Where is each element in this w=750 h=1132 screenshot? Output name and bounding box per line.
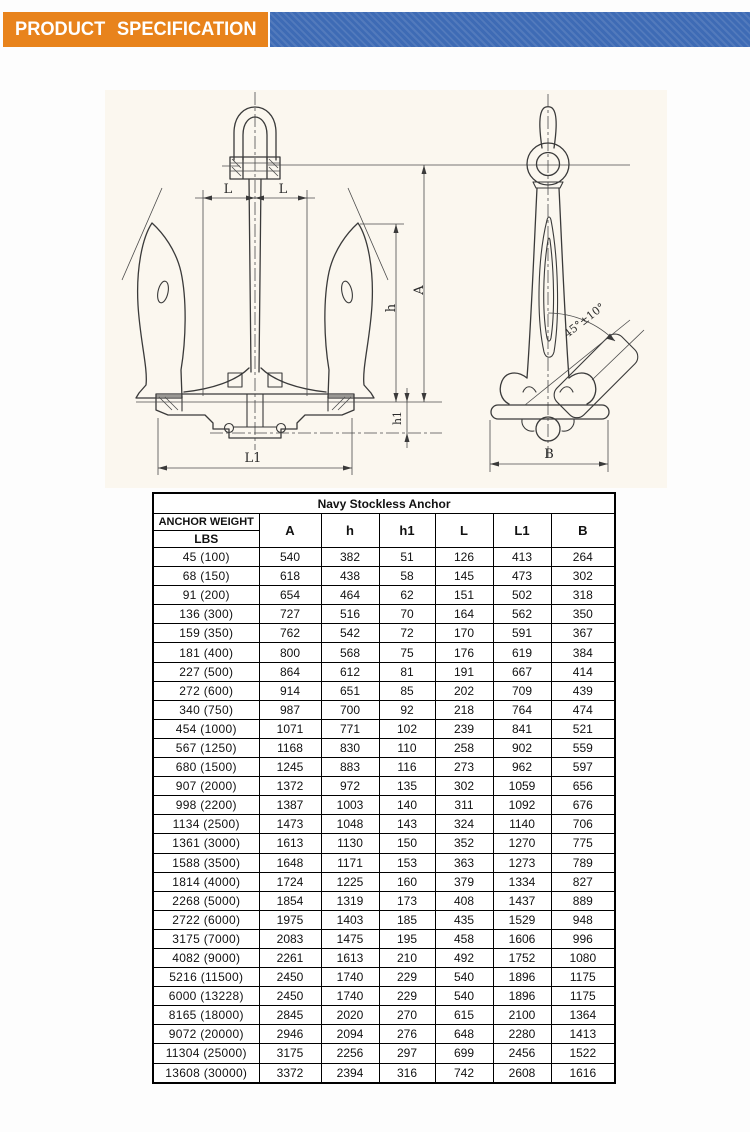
value-cell: 1319: [321, 891, 379, 910]
weight-cell: 6000 (13228): [153, 987, 259, 1006]
dim-label-b: B: [544, 447, 554, 462]
value-cell: 1130: [321, 834, 379, 853]
table-row: [153, 681, 615, 700]
value-cell: 1616: [551, 1063, 615, 1083]
weight-cell: 567 (1250): [153, 738, 259, 757]
value-cell: 102: [379, 719, 435, 738]
value-cell: 568: [321, 643, 379, 662]
value-cell: 789: [551, 853, 615, 872]
value-cell: 191: [435, 662, 493, 681]
value-cell: 2394: [321, 1063, 379, 1083]
value-cell: 324: [435, 815, 493, 834]
value-cell: 1387: [259, 796, 321, 815]
dim-label-a: A: [412, 285, 427, 295]
value-cell: 276: [379, 1025, 435, 1044]
table-row: [153, 643, 615, 662]
value-cell: 145: [435, 567, 493, 586]
value-cell: 116: [379, 758, 435, 777]
value-cell: 126: [435, 548, 493, 567]
value-cell: 1854: [259, 891, 321, 910]
value-cell: 85: [379, 681, 435, 700]
value-cell: 948: [551, 910, 615, 929]
weight-cell: 5216 (11500): [153, 968, 259, 987]
weight-cell: 907 (2000): [153, 777, 259, 796]
weight-cell: 1361 (3000): [153, 834, 259, 853]
weight-cell: 181 (400): [153, 643, 259, 662]
value-cell: 1048: [321, 815, 379, 834]
value-cell: 316: [379, 1063, 435, 1083]
value-cell: 1071: [259, 719, 321, 738]
value-cell: 1245: [259, 758, 321, 777]
value-cell: 1003: [321, 796, 379, 815]
table-row: [153, 1025, 615, 1044]
value-cell: 591: [493, 624, 551, 643]
value-cell: 318: [551, 586, 615, 605]
value-cell: 699: [435, 1044, 493, 1063]
dim-label-h1: h1: [391, 410, 404, 426]
table-row: [153, 586, 615, 605]
value-cell: 384: [551, 643, 615, 662]
value-cell: 474: [551, 700, 615, 719]
value-cell: 110: [379, 738, 435, 757]
value-cell: 1896: [493, 987, 551, 1006]
table-row: [153, 968, 615, 987]
value-cell: 160: [379, 872, 435, 891]
value-cell: 775: [551, 834, 615, 853]
value-cell: 521: [551, 719, 615, 738]
dim-label-l-left: L: [223, 182, 233, 197]
value-cell: 762: [259, 624, 321, 643]
value-cell: 1522: [551, 1044, 615, 1063]
table-row: [153, 777, 615, 796]
value-cell: 3372: [259, 1063, 321, 1083]
value-cell: 2608: [493, 1063, 551, 1083]
value-cell: 1372: [259, 777, 321, 796]
value-cell: 727: [259, 605, 321, 624]
weight-cell: 2722 (6000): [153, 910, 259, 929]
table-title-row: [153, 493, 615, 514]
value-cell: 648: [435, 1025, 493, 1044]
table-header-row: [153, 514, 615, 548]
value-cell: 195: [379, 929, 435, 948]
table-row: [153, 891, 615, 910]
col-header-h: h: [321, 514, 379, 548]
value-cell: 379: [435, 872, 493, 891]
value-cell: 92: [379, 700, 435, 719]
value-cell: 562: [493, 605, 551, 624]
value-cell: 883: [321, 758, 379, 777]
value-cell: 492: [435, 948, 493, 967]
value-cell: 2450: [259, 987, 321, 1006]
table-row: [153, 700, 615, 719]
value-cell: 987: [259, 700, 321, 719]
value-cell: 1225: [321, 872, 379, 891]
value-cell: 2280: [493, 1025, 551, 1044]
value-cell: 830: [321, 738, 379, 757]
value-cell: 676: [551, 796, 615, 815]
value-cell: 143: [379, 815, 435, 834]
weight-cell: 227 (500): [153, 662, 259, 681]
value-cell: 706: [551, 815, 615, 834]
value-cell: 1413: [551, 1025, 615, 1044]
value-cell: 408: [435, 891, 493, 910]
value-cell: 800: [259, 643, 321, 662]
value-cell: 185: [379, 910, 435, 929]
weight-cell: 11304 (25000): [153, 1044, 259, 1063]
value-cell: 542: [321, 624, 379, 643]
value-cell: 1270: [493, 834, 551, 853]
value-cell: 435: [435, 910, 493, 929]
value-cell: 1175: [551, 968, 615, 987]
value-cell: 864: [259, 662, 321, 681]
value-cell: 2083: [259, 929, 321, 948]
value-cell: 654: [259, 586, 321, 605]
value-cell: 473: [493, 567, 551, 586]
value-cell: 363: [435, 853, 493, 872]
value-cell: 439: [551, 681, 615, 700]
value-cell: 615: [435, 1006, 493, 1025]
value-cell: 651: [321, 681, 379, 700]
weight-cell: 1588 (3500): [153, 853, 259, 872]
col-header-l1: L1: [493, 514, 551, 548]
value-cell: 414: [551, 662, 615, 681]
weight-cell: 159 (350): [153, 624, 259, 643]
value-cell: 311: [435, 796, 493, 815]
weight-cell: 45 (100): [153, 548, 259, 567]
value-cell: 1092: [493, 796, 551, 815]
value-cell: 841: [493, 719, 551, 738]
weight-cell: 272 (600): [153, 681, 259, 700]
table-row: [153, 834, 615, 853]
weight-cell: 136 (300): [153, 605, 259, 624]
value-cell: 2456: [493, 1044, 551, 1063]
value-cell: 2094: [321, 1025, 379, 1044]
value-cell: 438: [321, 567, 379, 586]
value-cell: 350: [551, 605, 615, 624]
value-cell: 352: [435, 834, 493, 853]
side-view-dimensions: [490, 300, 630, 472]
value-cell: 297: [379, 1044, 435, 1063]
value-cell: 70: [379, 605, 435, 624]
weight-cell: 998 (2200): [153, 796, 259, 815]
value-cell: 516: [321, 605, 379, 624]
value-cell: 1273: [493, 853, 551, 872]
value-cell: 2845: [259, 1006, 321, 1025]
value-cell: 1740: [321, 987, 379, 1006]
weight-cell: 13608 (30000): [153, 1063, 259, 1083]
dim-label-angle: 45°±10°: [561, 300, 608, 341]
value-cell: 764: [493, 700, 551, 719]
col-header-l: L: [435, 514, 493, 548]
table-row: [153, 1006, 615, 1025]
value-cell: 612: [321, 662, 379, 681]
value-cell: 889: [551, 891, 615, 910]
weight-cell: 2268 (5000): [153, 891, 259, 910]
value-cell: 210: [379, 948, 435, 967]
anchor-side-view: [491, 94, 644, 458]
section-title: PRODUCT SPECIFICATION: [14, 18, 257, 40]
value-cell: 153: [379, 853, 435, 872]
header-stripe-decoration: [270, 12, 750, 47]
value-cell: 1364: [551, 1006, 615, 1025]
value-cell: 619: [493, 643, 551, 662]
value-cell: 1606: [493, 929, 551, 948]
col-header-b: B: [551, 514, 615, 548]
spec-table: [152, 492, 616, 1084]
value-cell: 302: [551, 567, 615, 586]
value-cell: 1724: [259, 872, 321, 891]
value-cell: 2020: [321, 1006, 379, 1025]
value-cell: 150: [379, 834, 435, 853]
table-row: [153, 1063, 615, 1083]
value-cell: 1475: [321, 929, 379, 948]
value-cell: 1171: [321, 853, 379, 872]
value-cell: 81: [379, 662, 435, 681]
weight-cell: 91 (200): [153, 586, 259, 605]
value-cell: 273: [435, 758, 493, 777]
value-cell: 972: [321, 777, 379, 796]
value-cell: 597: [551, 758, 615, 777]
value-cell: 559: [551, 738, 615, 757]
dim-label-l-right: L: [278, 182, 288, 197]
value-cell: 656: [551, 777, 615, 796]
value-cell: 229: [379, 968, 435, 987]
table-row: [153, 815, 615, 834]
value-cell: 218: [435, 700, 493, 719]
value-cell: 996: [551, 929, 615, 948]
value-cell: 540: [435, 968, 493, 987]
value-cell: 667: [493, 662, 551, 681]
table-row: [153, 624, 615, 643]
table-row: [153, 929, 615, 948]
value-cell: 1473: [259, 815, 321, 834]
value-cell: 367: [551, 624, 615, 643]
dim-label-h: h: [384, 303, 399, 313]
value-cell: 540: [435, 987, 493, 1006]
value-cell: 72: [379, 624, 435, 643]
value-cell: 742: [435, 1063, 493, 1083]
value-cell: 1175: [551, 987, 615, 1006]
table-row: [153, 910, 615, 929]
anchor-front-view: [122, 92, 388, 450]
value-cell: 1140: [493, 815, 551, 834]
value-cell: 1740: [321, 968, 379, 987]
table-row: [153, 758, 615, 777]
table-row: [153, 662, 615, 681]
value-cell: 1975: [259, 910, 321, 929]
value-cell: 2256: [321, 1044, 379, 1063]
value-cell: 771: [321, 719, 379, 738]
weight-cell: 9072 (20000): [153, 1025, 259, 1044]
table-row: [153, 948, 615, 967]
value-cell: 173: [379, 891, 435, 910]
value-cell: 540: [259, 548, 321, 567]
weight-cell: 4082 (9000): [153, 948, 259, 967]
value-cell: 1752: [493, 948, 551, 967]
value-cell: 302: [435, 777, 493, 796]
table-row: [153, 853, 615, 872]
weight-cell: 1134 (2500): [153, 815, 259, 834]
table-row: [153, 719, 615, 738]
value-cell: 264: [551, 548, 615, 567]
value-cell: 176: [435, 643, 493, 662]
value-cell: 1613: [259, 834, 321, 853]
value-cell: 62: [379, 586, 435, 605]
value-cell: 1080: [551, 948, 615, 967]
value-cell: 1529: [493, 910, 551, 929]
weight-cell: 340 (750): [153, 700, 259, 719]
value-cell: 827: [551, 872, 615, 891]
weight-cell: 3175 (7000): [153, 929, 259, 948]
col-header-a: A: [259, 514, 321, 548]
value-cell: 2261: [259, 948, 321, 967]
value-cell: 1059: [493, 777, 551, 796]
value-cell: 151: [435, 586, 493, 605]
value-cell: 464: [321, 586, 379, 605]
value-cell: 58: [379, 567, 435, 586]
value-cell: 709: [493, 681, 551, 700]
value-cell: 1648: [259, 853, 321, 872]
table-row: [153, 605, 615, 624]
value-cell: 1168: [259, 738, 321, 757]
table-row: [153, 987, 615, 1006]
value-cell: 1437: [493, 891, 551, 910]
value-cell: 1613: [321, 948, 379, 967]
value-cell: 962: [493, 758, 551, 777]
value-cell: 1334: [493, 872, 551, 891]
table-title: Navy Stockless Anchor: [153, 493, 615, 514]
value-cell: 2450: [259, 968, 321, 987]
value-cell: 2946: [259, 1025, 321, 1044]
table-row: [153, 738, 615, 757]
table-row: [153, 796, 615, 815]
value-cell: 382: [321, 548, 379, 567]
table-row: [153, 872, 615, 891]
col-header-lbs: LBS: [194, 532, 219, 546]
section-header-banner: [3, 12, 268, 47]
value-cell: 2100: [493, 1006, 551, 1025]
value-cell: 75: [379, 643, 435, 662]
table-row: [153, 548, 615, 567]
value-cell: 413: [493, 548, 551, 567]
weight-cell: 68 (150): [153, 567, 259, 586]
value-cell: 164: [435, 605, 493, 624]
weight-cell: 454 (1000): [153, 719, 259, 738]
value-cell: 229: [379, 987, 435, 1006]
value-cell: 258: [435, 738, 493, 757]
value-cell: 135: [379, 777, 435, 796]
col-header-h1: h1: [379, 514, 435, 548]
value-cell: 140: [379, 796, 435, 815]
col-header-anchor-weight: [153, 514, 259, 548]
value-cell: 51: [379, 548, 435, 567]
value-cell: 3175: [259, 1044, 321, 1063]
value-cell: 618: [259, 567, 321, 586]
value-cell: 700: [321, 700, 379, 719]
table-row: [153, 1044, 615, 1063]
col-header-anchor-weight-line1: ANCHOR WEIGHT: [154, 514, 259, 531]
value-cell: 270: [379, 1006, 435, 1025]
weight-cell: 680 (1500): [153, 758, 259, 777]
table-row: [153, 567, 615, 586]
value-cell: 902: [493, 738, 551, 757]
weight-cell: 1814 (4000): [153, 872, 259, 891]
anchor-technical-drawing: [88, 84, 673, 489]
value-cell: 1896: [493, 968, 551, 987]
value-cell: 239: [435, 719, 493, 738]
value-cell: 502: [493, 586, 551, 605]
value-cell: 458: [435, 929, 493, 948]
value-cell: 914: [259, 681, 321, 700]
value-cell: 202: [435, 681, 493, 700]
value-cell: 170: [435, 624, 493, 643]
value-cell: 1403: [321, 910, 379, 929]
weight-cell: 8165 (18000): [153, 1006, 259, 1025]
front-view-dimensions: [136, 165, 630, 475]
dim-label-l1: L1: [244, 451, 262, 466]
